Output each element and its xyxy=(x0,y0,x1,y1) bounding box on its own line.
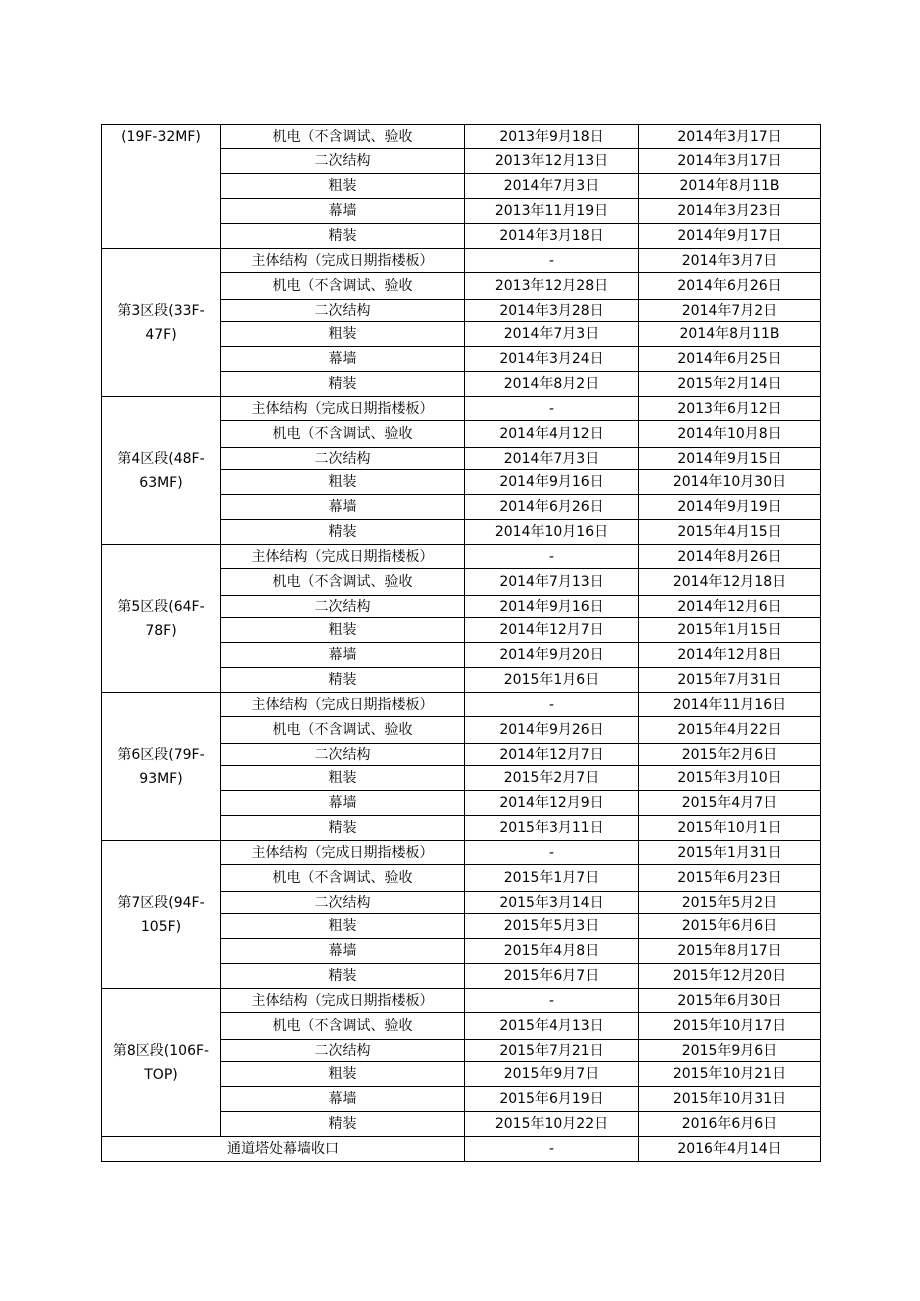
start-date-cell: - xyxy=(465,249,639,273)
end-date-cell: 2014年7月2日 xyxy=(639,300,821,322)
task-name-cell: 二次结构 xyxy=(221,744,465,766)
task-name-cell: 主体结构（完成日期指楼板） xyxy=(221,545,465,569)
end-date-cell: 2015年4月15日 xyxy=(639,520,821,545)
zone-label: 第4区段(48F-63MF) xyxy=(102,397,221,545)
start-date-cell: - xyxy=(465,841,639,865)
start-date-cell: 2015年6月7日 xyxy=(465,964,639,989)
end-date-cell: 2015年5月2日 xyxy=(639,892,821,914)
task-name-cell: 精装 xyxy=(221,964,465,989)
task-name-cell: 机电（不含调试、验收 xyxy=(221,569,465,596)
end-date-cell: 2015年1月31日 xyxy=(639,841,821,865)
table-row xyxy=(102,1137,821,1162)
table-row xyxy=(102,693,821,717)
task-name-cell: 粗装 xyxy=(221,1062,465,1087)
start-date-cell: 2014年6月26日 xyxy=(465,495,639,520)
end-date-cell: 2014年12月18日 xyxy=(639,569,821,596)
zone-label: (19F-32MF) xyxy=(102,125,221,249)
end-date-cell: 2014年11月16日 xyxy=(639,693,821,717)
end-date-cell: 2015年12月20日 xyxy=(639,964,821,989)
end-date-cell: 2015年10月17日 xyxy=(639,1013,821,1040)
start-date-cell: 2015年5月3日 xyxy=(465,914,639,939)
task-name-cell: 机电（不含调试、验收 xyxy=(221,1013,465,1040)
start-date-cell: 2015年10月22日 xyxy=(465,1112,639,1137)
task-name-cell: 精装 xyxy=(221,816,465,841)
start-date-cell: 2014年7月3日 xyxy=(465,322,639,347)
task-name-cell: 通道塔处幕墙收口 xyxy=(102,1137,465,1162)
task-name-cell: 二次结构 xyxy=(221,300,465,322)
end-date-cell: 2014年3月23日 xyxy=(639,199,821,224)
task-name-cell: 主体结构（完成日期指楼板） xyxy=(221,841,465,865)
start-date-cell: 2015年3月11日 xyxy=(465,816,639,841)
start-date-cell: 2014年9月20日 xyxy=(465,643,639,668)
task-name-cell: 主体结构（完成日期指楼板） xyxy=(221,693,465,717)
end-date-cell: 2015年9月6日 xyxy=(639,1040,821,1062)
task-name-cell: 幕墙 xyxy=(221,495,465,520)
table-row xyxy=(102,841,821,865)
start-date-cell: 2014年10月16日 xyxy=(465,520,639,545)
table-row xyxy=(102,989,821,1013)
start-date-cell: - xyxy=(465,397,639,421)
task-name-cell: 幕墙 xyxy=(221,347,465,372)
end-date-cell: 2014年9月19日 xyxy=(639,495,821,520)
start-date-cell: 2014年12月9日 xyxy=(465,791,639,816)
task-name-cell: 精装 xyxy=(221,372,465,397)
task-name-cell: 幕墙 xyxy=(221,643,465,668)
end-date-cell: 2014年3月17日 xyxy=(639,149,821,174)
zone-label: 第3区段(33F-47F) xyxy=(102,249,221,397)
table-row xyxy=(102,125,821,149)
zone-label: 第6区段(79F-93MF) xyxy=(102,693,221,841)
start-date-cell: 2014年3月28日 xyxy=(465,300,639,322)
end-date-cell: 2015年7月31日 xyxy=(639,668,821,693)
task-name-cell: 主体结构（完成日期指楼板） xyxy=(221,397,465,421)
start-date-cell: - xyxy=(465,693,639,717)
end-date-cell: 2014年6月25日 xyxy=(639,347,821,372)
task-name-cell: 精装 xyxy=(221,668,465,693)
task-name-cell: 粗装 xyxy=(221,618,465,643)
start-date-cell: 2015年3月14日 xyxy=(465,892,639,914)
end-date-cell: 2015年6月6日 xyxy=(639,914,821,939)
end-date-cell: 2016年6月6日 xyxy=(639,1112,821,1137)
start-date-cell: 2014年9月16日 xyxy=(465,470,639,495)
task-name-cell: 机电（不含调试、验收 xyxy=(221,273,465,300)
end-date-cell: 2015年8月17日 xyxy=(639,939,821,964)
start-date-cell: 2015年4月8日 xyxy=(465,939,639,964)
task-name-cell: 幕墙 xyxy=(221,939,465,964)
end-date-cell: 2015年3月10日 xyxy=(639,766,821,791)
end-date-cell: 2014年6月26日 xyxy=(639,273,821,300)
task-name-cell: 粗装 xyxy=(221,766,465,791)
start-date-cell: 2015年2月7日 xyxy=(465,766,639,791)
task-name-cell: 粗装 xyxy=(221,322,465,347)
task-name-cell: 粗装 xyxy=(221,914,465,939)
start-date-cell: 2014年4月12日 xyxy=(465,421,639,448)
start-date-cell: 2013年12月13日 xyxy=(465,149,639,174)
task-name-cell: 二次结构 xyxy=(221,448,465,470)
task-name-cell: 精装 xyxy=(221,1112,465,1137)
start-date-cell: 2014年9月16日 xyxy=(465,596,639,618)
zone-label: 第8区段(106F-TOP) xyxy=(102,989,221,1137)
start-date-cell: 2015年6月19日 xyxy=(465,1087,639,1112)
start-date-cell: 2015年1月6日 xyxy=(465,668,639,693)
end-date-cell: 2014年9月17日 xyxy=(639,224,821,249)
task-name-cell: 粗装 xyxy=(221,174,465,199)
end-date-cell: 2014年8月11B xyxy=(639,174,821,199)
start-date-cell: - xyxy=(465,1137,639,1162)
end-date-cell: 2015年10月31日 xyxy=(639,1087,821,1112)
end-date-cell: 2015年4月7日 xyxy=(639,791,821,816)
task-name-cell: 机电（不含调试、验收 xyxy=(221,865,465,892)
end-date-cell: 2015年2月14日 xyxy=(639,372,821,397)
start-date-cell: 2014年7月13日 xyxy=(465,569,639,596)
task-name-cell: 幕墙 xyxy=(221,791,465,816)
task-name-cell: 机电（不含调试、验收 xyxy=(221,421,465,448)
end-date-cell: 2015年1月15日 xyxy=(639,618,821,643)
end-date-cell: 2015年4月22日 xyxy=(639,717,821,744)
start-date-cell: 2015年7月21日 xyxy=(465,1040,639,1062)
end-date-cell: 2014年8月26日 xyxy=(639,545,821,569)
task-name-cell: 二次结构 xyxy=(221,892,465,914)
start-date-cell: 2015年1月7日 xyxy=(465,865,639,892)
end-date-cell: 2013年6月12日 xyxy=(639,397,821,421)
table-row xyxy=(102,397,821,421)
end-date-cell: 2016年4月14日 xyxy=(639,1137,821,1162)
start-date-cell: 2015年4月13日 xyxy=(465,1013,639,1040)
end-date-cell: 2015年6月30日 xyxy=(639,989,821,1013)
task-name-cell: 机电（不含调试、验收 xyxy=(221,125,465,149)
table-row xyxy=(102,249,821,273)
end-date-cell: 2014年9月15日 xyxy=(639,448,821,470)
start-date-cell: - xyxy=(465,545,639,569)
start-date-cell: 2014年3月24日 xyxy=(465,347,639,372)
start-date-cell: 2014年8月2日 xyxy=(465,372,639,397)
end-date-cell: 2014年10月30日 xyxy=(639,470,821,495)
task-name-cell: 幕墙 xyxy=(221,199,465,224)
end-date-cell: 2015年10月21日 xyxy=(639,1062,821,1087)
start-date-cell: 2014年7月3日 xyxy=(465,174,639,199)
task-name-cell: 精装 xyxy=(221,224,465,249)
end-date-cell: 2015年6月23日 xyxy=(639,865,821,892)
start-date-cell: 2014年9月26日 xyxy=(465,717,639,744)
task-name-cell: 主体结构（完成日期指楼板） xyxy=(221,989,465,1013)
end-date-cell: 2015年2月6日 xyxy=(639,744,821,766)
zone-label: 第7区段(94F-105F) xyxy=(102,841,221,989)
end-date-cell: 2014年3月7日 xyxy=(639,249,821,273)
end-date-cell: 2014年12月6日 xyxy=(639,596,821,618)
table-row xyxy=(102,545,821,569)
zone-label: 第5区段(64F-78F) xyxy=(102,545,221,693)
end-date-cell: 2014年3月17日 xyxy=(639,125,821,149)
end-date-cell: 2014年10月8日 xyxy=(639,421,821,448)
task-name-cell: 主体结构（完成日期指楼板） xyxy=(221,249,465,273)
start-date-cell: 2013年9月18日 xyxy=(465,125,639,149)
task-name-cell: 粗装 xyxy=(221,470,465,495)
end-date-cell: 2014年8月11B xyxy=(639,322,821,347)
task-name-cell: 二次结构 xyxy=(221,596,465,618)
task-name-cell: 二次结构 xyxy=(221,149,465,174)
end-date-cell: 2014年12月8日 xyxy=(639,643,821,668)
start-date-cell: 2014年12月7日 xyxy=(465,744,639,766)
task-name-cell: 二次结构 xyxy=(221,1040,465,1062)
task-name-cell: 幕墙 xyxy=(221,1087,465,1112)
end-date-cell: 2015年10月1日 xyxy=(639,816,821,841)
start-date-cell: 2013年12月28日 xyxy=(465,273,639,300)
task-name-cell: 精装 xyxy=(221,520,465,545)
schedule-table xyxy=(101,124,821,1162)
start-date-cell: - xyxy=(465,989,639,1013)
start-date-cell: 2015年9月7日 xyxy=(465,1062,639,1087)
start-date-cell: 2014年12月7日 xyxy=(465,618,639,643)
start-date-cell: 2014年3月18日 xyxy=(465,224,639,249)
schedule-table-body xyxy=(102,125,821,1162)
start-date-cell: 2013年11月19日 xyxy=(465,199,639,224)
start-date-cell: 2014年7月3日 xyxy=(465,448,639,470)
task-name-cell: 机电（不含调试、验收 xyxy=(221,717,465,744)
